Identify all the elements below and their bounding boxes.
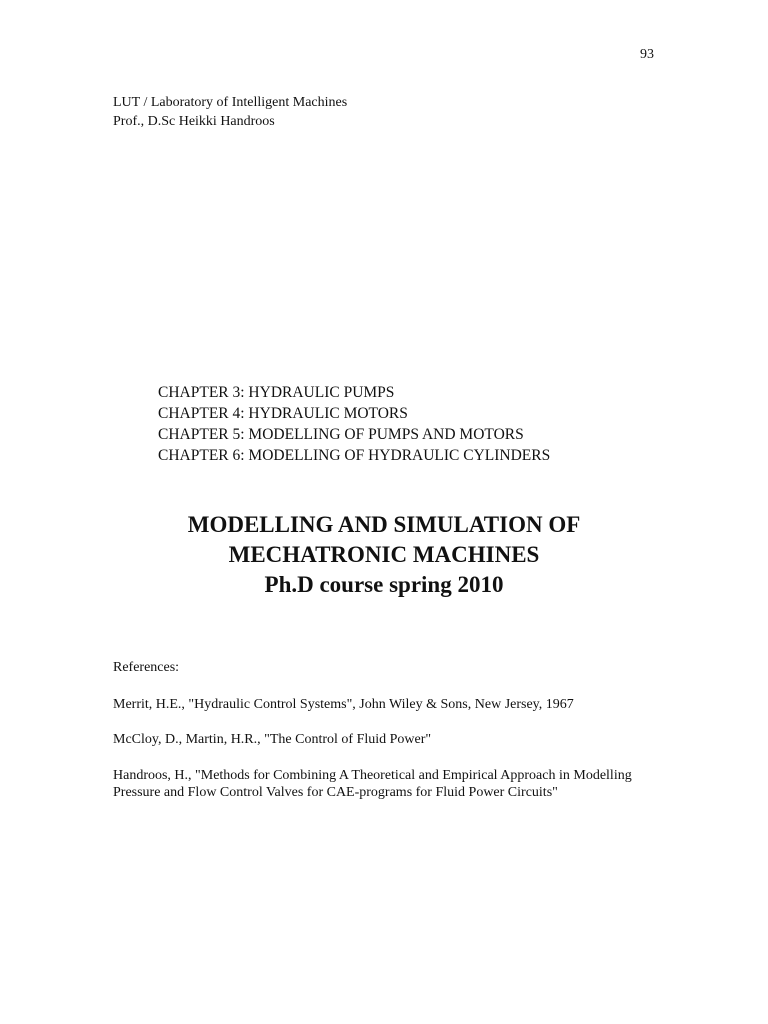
chapter-item: CHAPTER 4: HYDRAULIC MOTORS <box>158 405 408 422</box>
document-header <box>113 93 347 131</box>
references-section <box>113 659 633 820</box>
reference-item: Merrit, H.E., "Hydraulic Control Systems", John Wiley & Sons, New Jersey, 1967 <box>113 696 574 712</box>
chapter-list <box>158 382 550 466</box>
reference-item: McCloy, D., Martin, H.R., "The Control of Fluid Power" <box>113 732 432 747</box>
title-line-1: MODELLING AND SIMULATION OF <box>187 512 581 537</box>
header-institution: LUT / Laboratory of Intelligent Machines <box>113 95 348 110</box>
reference-item: Handroos, H., "Methods for Combining A Theoretical and Empirical Approach in Modelling Pressure and Flow Control Valves for CAE-programs for Fluid Power Circuits" <box>113 767 632 800</box>
chapter-item: CHAPTER 3: HYDRAULIC PUMPS <box>158 384 395 401</box>
title-course: Ph.D course spring 2010 <box>264 572 504 597</box>
chapter-item: CHAPTER 5: MODELLING OF PUMPS AND MOTORS <box>158 426 524 443</box>
title-line-2: MECHATRONIC MACHINES <box>228 542 540 567</box>
header-author: Prof., D.Sc Heikki Handroos <box>113 114 275 129</box>
document-title <box>0 510 768 600</box>
chapter-item: CHAPTER 6: MODELLING OF HYDRAULIC CYLINDERS <box>158 447 551 464</box>
references-heading: References: <box>113 660 180 675</box>
page-number: 93 <box>640 47 654 62</box>
